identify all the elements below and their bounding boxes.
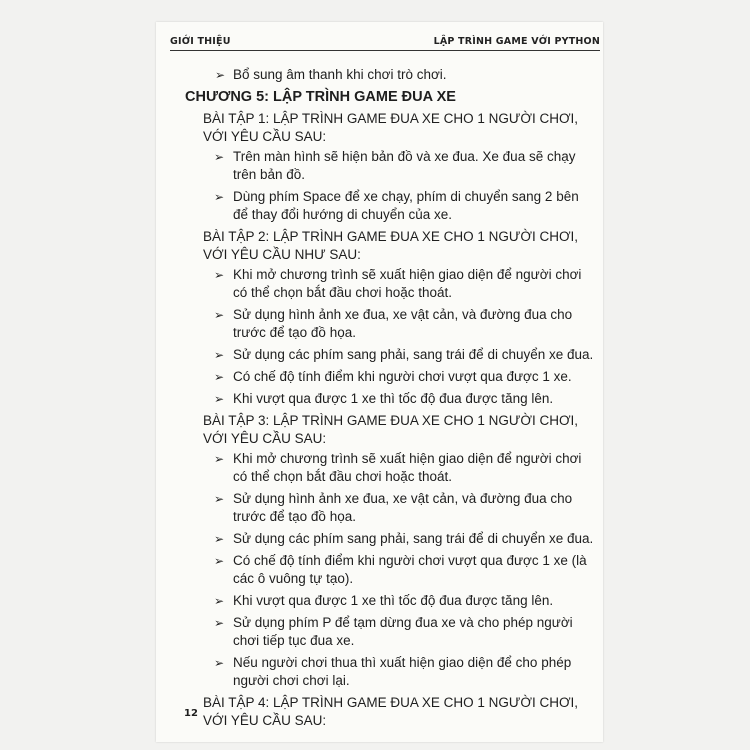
bullet-arrow-icon: ➢ [214,370,225,384]
bullet-arrow-icon: ➢ [215,68,226,82]
exercise-list [185,110,595,730]
bullet-text: Dùng phím Space để xe chạy, phím di chuyển sang 2 bên để thay đổi hướng di chuyển của xe. [233,189,579,222]
bullet-text: Sử dụng các phím sang phải, sang trái để di chuyển xe đua. [233,347,594,362]
bullet-arrow-icon: ➢ [214,268,225,282]
bullet-arrow-icon: ➢ [214,452,225,466]
list-item [185,266,595,302]
list-item [185,346,595,364]
bullet-text: Khi mở chương trình sẽ xuất hiện giao diện để người chơi có thể chọn bắt đầu chơi hoặc thoát. [233,451,582,484]
bullet-text: Bổ sung âm thanh khi chơi trò chơi. [233,67,447,82]
bullet-arrow-icon: ➢ [214,190,225,204]
page-number: 12 [184,708,198,719]
header-section-title: GIỚI THIỆU [170,36,231,47]
chapter-title: CHƯƠNG 5: LẬP TRÌNH GAME ĐUA XE [185,89,456,105]
list-item [185,530,595,548]
bullet-text: Nếu người chơi thua thì xuất hiện giao diện để cho phép người chơi chơi lại. [233,655,572,688]
bullet-arrow-icon: ➢ [214,532,225,546]
bullet-arrow-icon: ➢ [214,392,225,406]
bullet-arrow-icon: ➢ [214,616,225,630]
bullet-text: Sử dụng các phím sang phải, sang trái để di chuyển xe đua. [233,531,594,546]
list-item [185,592,595,610]
bullet-arrow-icon: ➢ [214,656,225,670]
bullet-arrow-icon: ➢ [214,492,225,506]
bullet-text: Có chế độ tính điểm khi người chơi vượt qua được 1 xe (là các ô vuông tự tạo). [233,553,587,586]
bullet-text: Có chế độ tính điểm khi người chơi vượt qua được 1 xe. [233,369,572,384]
list-item [185,450,595,486]
list-item [185,552,595,588]
header-book-title: LẬP TRÌNH GAME VỚI PYTHON [433,36,600,47]
bullet-text: Khi vượt qua được 1 xe thì tốc độ đua được tăng lên. [233,593,554,608]
bullet-text: Trên màn hình sẽ hiện bản đồ và xe đua. Xe đua sẽ chạy trên bản đồ. [233,149,576,182]
bullet-arrow-icon: ➢ [214,554,225,568]
list-item [185,490,595,526]
list-item [185,368,595,386]
list-item [185,306,595,342]
bullet-arrow-icon: ➢ [214,348,225,362]
exercise-title: BÀI TẬP 2: LẬP TRÌNH GAME ĐUA XE CHO 1 NGƯỜI CHƠI, VỚI YÊU CẦU NHƯ SAU: [203,229,579,262]
bullet-text: Sử dụng hình ảnh xe đua, xe vật cản, và đường đua cho trước để tạo đồ họa. [233,307,573,340]
header-divider [170,50,600,51]
page-content [185,66,595,732]
bullet-text: Sử dụng hình ảnh xe đua, xe vật cản, và đường đua cho trước để tạo đồ họa. [233,491,573,524]
exercise-title: BÀI TẬP 4: LẬP TRÌNH GAME ĐUA XE CHO 1 NGƯỜI CHƠI, VỚI YÊU CẦU SAU: [203,695,579,728]
bullet-text: Khi mở chương trình sẽ xuất hiện giao diện để người chơi có thể chọn bắt đầu chơi hoặc thoát. [233,267,582,300]
bullet-text: Khi vượt qua được 1 xe thì tốc độ đua được tăng lên. [233,391,554,406]
list-item [185,654,595,690]
bullet-arrow-icon: ➢ [214,594,225,608]
list-item [185,66,595,84]
bullet-arrow-icon: ➢ [214,308,225,322]
exercise-title: BÀI TẬP 1: LẬP TRÌNH GAME ĐUA XE CHO 1 NGƯỜI CHƠI, VỚI YÊU CẦU SAU: [203,111,579,144]
list-item [185,390,595,408]
list-item [185,188,595,224]
bullet-arrow-icon: ➢ [214,150,225,164]
list-item [185,148,595,184]
list-item [185,614,595,650]
exercise-title: BÀI TẬP 3: LẬP TRÌNH GAME ĐUA XE CHO 1 NGƯỜI CHƠI, VỚI YÊU CẦU SAU: [203,413,579,446]
bullet-text: Sử dụng phím P để tạm dừng đua xe và cho phép người chơi tiếp tục đua xe. [233,615,573,648]
